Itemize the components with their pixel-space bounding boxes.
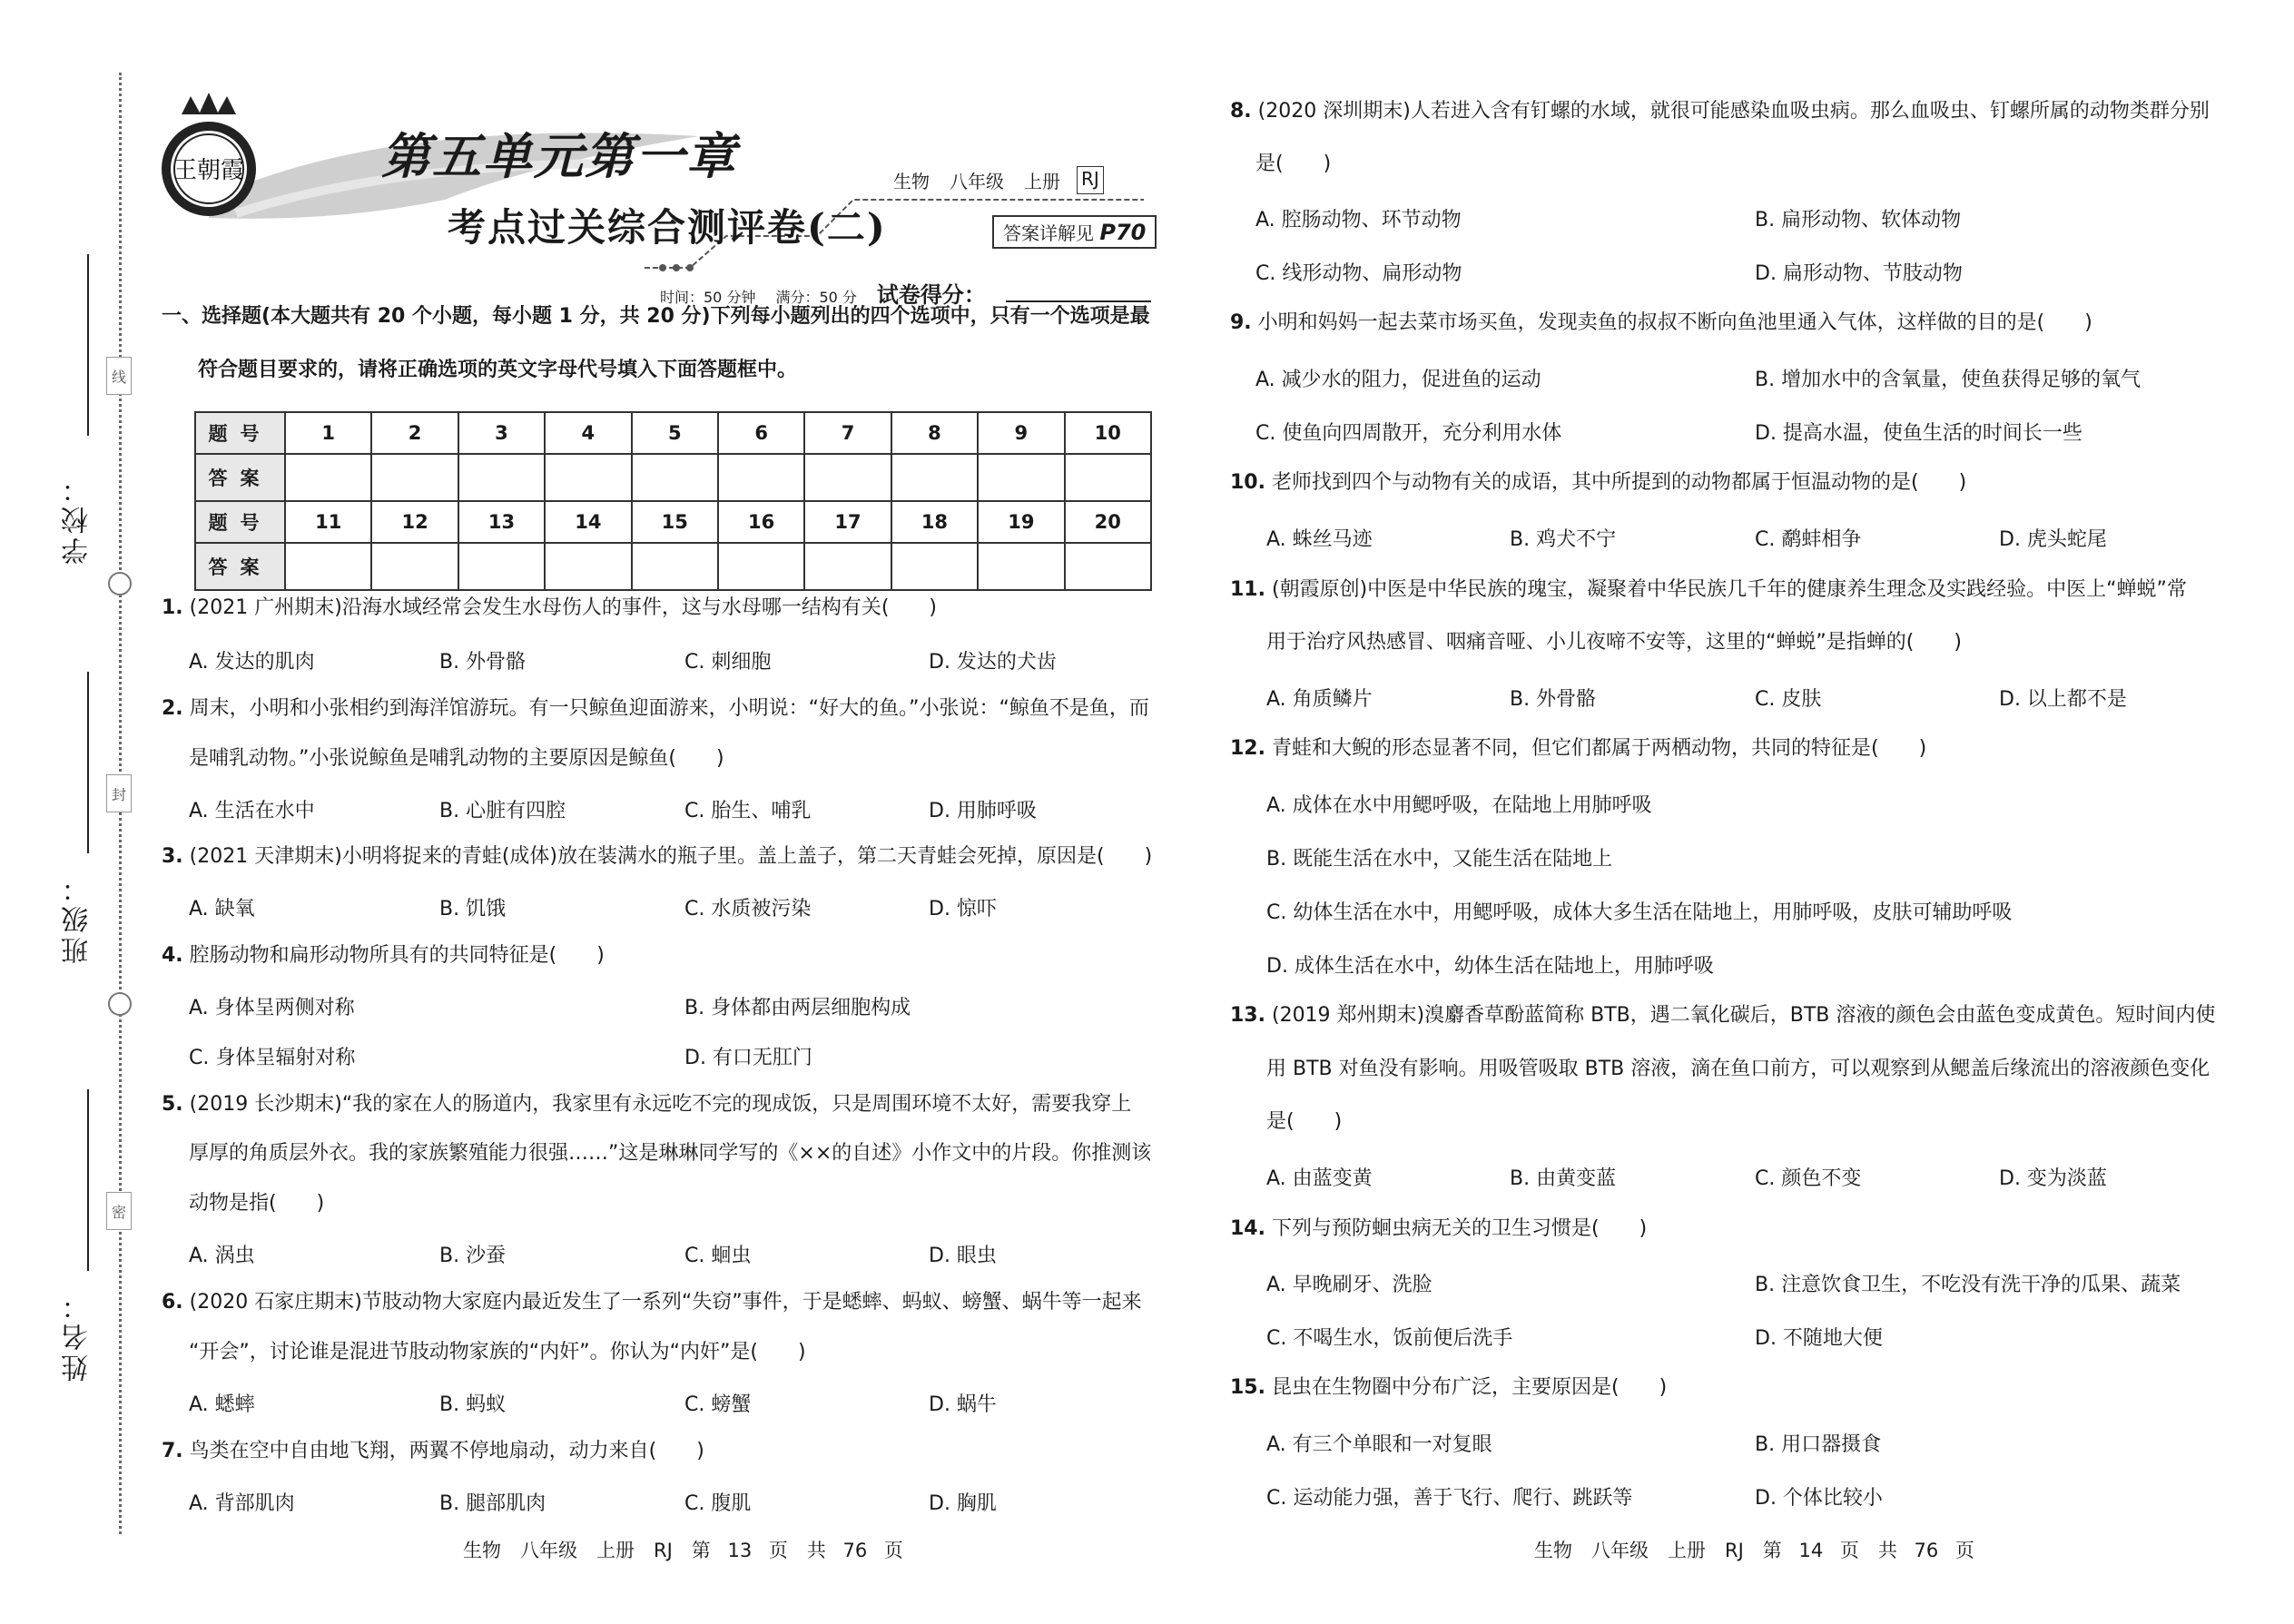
question-2-line2: 是哺乳动物。”小张说鲸鱼是哺乳动物的主要原因是鲸鱼( ) [189,747,724,770]
question-6-line2: “开会”，讨论谁是混进节肢动物家族的“内奸”。你认为“内奸”是( ) [189,1341,806,1363]
option-d[interactable]: D. 不随地大便 [1755,1327,1883,1350]
school-label: 学校： [62,472,94,565]
question-3: 3. (2021 天津期末)小明将捉来的青蛙(成体)放在装满水的瓶子里。盖上盖子，第二天青蛙会死掉，原因是( ) [162,845,1153,868]
exam-full-score: 满分：50 分 [775,289,857,306]
option-a[interactable]: A. 身体呈两侧对称 [189,997,355,1019]
section-instruction-line2: 符合题目要求的，请将正确选项的英文字母代号填入下面答题框中。 [198,359,798,381]
number-header: 题号 [195,412,285,454]
section-instruction-line1: 一、选择题(本大题共有 20 个小题，每小题 1 分，共 20 分)下列每小题列出的四个选项中，只有一个选项是最 [162,305,1150,328]
option-a[interactable]: A. 蟋蟀 [189,1393,255,1416]
answer-cell[interactable] [285,543,371,590]
option-c[interactable]: C. 腹肌 [684,1492,752,1515]
answer-cell[interactable] [371,543,458,590]
subject-tag: RJ [1077,166,1104,194]
answer-cell[interactable] [545,454,631,501]
option-d[interactable]: D. 有口无肛门 [684,1047,812,1069]
question-number: 3 [458,412,545,454]
question-number: 17 [804,501,891,543]
option-a[interactable]: A. 角质鳞片 [1266,688,1373,711]
page-footer-right: 生物 八年级 上册 RJ 第 14 页 共 76 页 [1534,1540,1974,1561]
option-a[interactable]: A. 减少水的阻力，促进鱼的运动 [1255,369,1541,391]
answer-cell[interactable] [285,454,371,501]
unit-title: 第五单元第一章 [381,128,737,185]
question-4: 4. 腔肠动物和扁形动物所具有的共同特征是( ) [162,944,605,967]
question-11: 11. (朝霞原创)中医是中华民族的瑰宝，凝聚着中华民族几千年的健康养生理念及实践经验。中医上“蝉蜕”常 [1230,578,2187,601]
option-b[interactable]: B. 既能生活在水中，又能生活在陆地上 [1266,848,1613,871]
score-label: 试卷得分： [876,282,986,308]
option-a[interactable]: A. 背部肌肉 [189,1492,295,1515]
option-a[interactable]: A. 早晚刷牙、洗脸 [1266,1274,1433,1296]
answer-cell[interactable] [804,543,891,590]
answer-reference-box [992,215,1157,249]
answer-cell[interactable] [371,454,458,501]
school-blank [87,254,89,436]
option-b[interactable]: B. 鸡犬不宁 [1510,528,1617,551]
question-number: 7 [804,412,891,454]
question-8-line2: 是( ) [1255,153,1332,175]
question-1: 1. (2021 广州期末)沿海水域经常会发生水母伤人的事件，这与水母哪一结构有关( ) [162,596,937,619]
question-2: 2. 周末，小明和小张相约到海洋馆游玩。有一只鲸鱼迎面游来，小明说：“好大的鱼。”小张说：“鲸鱼不是鱼，而 [162,697,1149,720]
option-b[interactable]: B. 扁形动物、软体动物 [1755,209,1962,231]
answer-cell[interactable] [1065,543,1151,590]
option-a[interactable]: A. 蛛丝马迹 [1266,528,1373,551]
answer-header: 答案 [195,543,285,590]
question-number: 5 [632,412,718,454]
option-a[interactable]: A. 涡虫 [189,1245,255,1267]
option-a[interactable]: A. 成体在水中用鳃呼吸，在陆地上用肺呼吸 [1266,794,1652,817]
answer-cell[interactable] [718,543,804,590]
brand-name: 王朝霞 [172,157,245,184]
question-8: 8. (2020 深圳期末)人若进入含有钉螺的水域，就很可能感染血吸虫病。那么血吸虫、钉螺所属的动物类群分别 [1230,100,2210,123]
answer-cell[interactable] [632,454,718,501]
option-d[interactable]: D. 变为淡蓝 [1999,1167,2107,1190]
page-footer-left: 生物 八年级 上册 RJ 第 13 页 共 76 页 [463,1540,903,1561]
option-a[interactable]: A. 腔肠动物、环节动物 [1255,209,1462,231]
option-b[interactable]: B. 腿部肌肉 [439,1492,546,1515]
option-b[interactable]: B. 沙蚕 [439,1245,507,1267]
answer-cell[interactable] [891,543,978,590]
question-13: 13. (2019 郑州期末)溴麝香草酚蓝简称 BTB，遇二氧化碳后，BTB 溶液的颜色会由蓝色变成黄色。短时间内使 [1230,1004,2216,1027]
answer-header: 答案 [195,454,285,501]
question-number: 6 [718,412,804,454]
question-number: 20 [1065,501,1151,543]
seal-line-mark: 线 [106,357,132,395]
option-d[interactable]: D. 眼虫 [929,1245,997,1267]
seal-secret-mark: 密 [106,1192,132,1230]
question-5-line2: 厚厚的角质层外衣。我的家族繁殖能力很强……”这是琳琳同学写的《××的自述》小作文中的片段。你推测该 [189,1142,1152,1165]
question-number: 2 [371,412,458,454]
answer-cell[interactable] [891,454,978,501]
question-number: 19 [978,501,1064,543]
question-9: 9. 小明和妈妈一起去菜市场买鱼，发现卖鱼的叔叔不断向鱼池里通入气体，这样做的目的是( ) [1230,311,2092,334]
answer-cell[interactable] [545,543,631,590]
class-blank [87,672,89,853]
question-number: 13 [458,501,545,543]
option-c[interactable]: C. 螃蟹 [684,1393,752,1416]
answer-cell[interactable] [632,543,718,590]
option-c[interactable]: C. 胎生、哺乳 [684,800,812,822]
answer-cell[interactable] [1065,454,1151,501]
question-number: 10 [1065,412,1151,454]
question-7: 7. 鸟类在空中自由地飞翔，两翼不停地扇动，动力来自( ) [162,1440,704,1462]
question-number: 8 [891,412,978,454]
question-number: 12 [371,501,458,543]
option-b[interactable]: B. 外骨骼 [1510,688,1597,711]
subject-tag: 八年级 [950,171,1004,192]
option-a[interactable]: A. 缺氧 [189,898,255,920]
option-d[interactable]: D. 扁形动物、节肢动物 [1755,262,1963,285]
option-b[interactable]: B. 身体都由两层细胞构成 [684,997,911,1019]
option-b[interactable]: B. 由黄变蓝 [1510,1167,1617,1190]
name-blank [87,1089,89,1271]
option-b[interactable]: B. 心脏有四腔 [439,800,566,822]
option-a[interactable]: A. 发达的肌肉 [189,651,315,674]
option-b[interactable]: B. 外骨骼 [439,651,527,674]
question-number: 1 [285,412,371,454]
option-c[interactable]: C. 皮肤 [1755,688,1822,711]
option-d[interactable]: D. 蜗牛 [929,1393,997,1416]
option-a[interactable]: A. 有三个单眼和一对复眼 [1266,1433,1492,1456]
option-c[interactable]: C. 运动能力强，善于飞行、爬行、跳跃等 [1266,1487,1633,1510]
answer-ref-page: P70 [1099,220,1147,245]
answer-cell[interactable] [458,543,545,590]
option-d[interactable]: D. 以上都不是 [1999,688,2127,711]
answer-table [194,411,1152,591]
option-d[interactable]: D. 个体比较小 [1755,1487,1883,1510]
question-10: 10. 老师找到四个与动物有关的成语，其中所提到的动物都属于恒温动物的是( ) [1230,471,1967,494]
answer-ref-prefix: 答案详解见 [1003,222,1094,244]
option-b[interactable]: B. 用口器摄食 [1755,1433,1882,1456]
option-c[interactable]: C. 身体呈辐射对称 [189,1047,356,1069]
question-11-line2: 用于治疗风热感冒、咽痛音哑、小儿夜啼不安等，这里的“蝉蜕”是指蝉的( ) [1266,631,1962,654]
question-number: 16 [718,501,804,543]
question-number: 11 [285,501,371,543]
question-15: 15. 昆虫在生物圈中分布广泛，主要原因是( ) [1230,1376,1668,1399]
number-header: 题号 [195,501,285,543]
option-b[interactable]: B. 饥饿 [439,898,507,920]
option-d[interactable]: D. 提高水温，使鱼生活的时间长一些 [1755,422,2082,445]
option-c[interactable]: C. 幼体生活在水中，用鳃呼吸，成体大多生活在陆地上，用肺呼吸，皮肤可辅助呼吸 [1266,901,2013,924]
question-12: 12. 青蛙和大鲵的形态显著不同，但它们都属于两栖动物，共同的特征是( ) [1230,737,1927,760]
binding-hole [108,992,132,1016]
question-5: 5. (2019 长沙期末)“我的家在人的肠道内，我家里有永远吃不完的现成饭，只是周围环境不太好，需要我穿上 [162,1093,1132,1116]
option-c[interactable]: C. 水质被污染 [684,898,812,920]
question-13-line2: 用 BTB 对鱼没有影响。用吸管吸取 BTB 溶液，滴在鱼口前方，可以观察到从鳃盖后缘流出的溶液颜色变化 [1266,1058,2210,1080]
question-14: 14. 下列与预防蛔虫病无关的卫生习惯是( ) [1230,1217,1648,1240]
question-5-line3: 动物是指( ) [189,1192,325,1215]
question-13-line3: 是( ) [1266,1110,1343,1133]
option-a[interactable]: A. 生活在水中 [189,800,315,822]
question-number: 4 [545,412,631,454]
option-c[interactable]: C. 线形动物、扁形动物 [1255,262,1462,285]
option-d[interactable]: D. 用肺呼吸 [929,800,1037,822]
answer-cell[interactable] [718,454,804,501]
option-d[interactable]: D. 惊吓 [929,898,997,920]
exam-title: 考点过关综合测评卷(二) [448,205,887,250]
answer-cell[interactable] [458,454,545,501]
answer-cell[interactable] [804,454,891,501]
option-c[interactable]: C. 鹬蚌相争 [1755,528,1862,551]
option-c[interactable]: C. 蛔虫 [684,1245,752,1267]
option-d[interactable]: D. 发达的犬齿 [929,651,1057,674]
option-d[interactable]: D. 虎头蛇尾 [1999,528,2107,551]
option-d[interactable]: D. 胸肌 [929,1492,997,1515]
option-a[interactable]: A. 由蓝变黄 [1266,1167,1373,1190]
seal-seal-mark: 封 [106,774,132,812]
question-number: 15 [632,501,718,543]
subject-tag: 上册 [1024,171,1060,192]
answer-cell[interactable] [978,454,1064,501]
option-b[interactable]: B. 蚂蚁 [439,1393,507,1416]
question-6: 6. (2020 石家庄期末)节肢动物大家庭内最近发生了一系列“失窃”事件，于是蟋蟀、蚂蚁、螃蟹、蜗牛等一起来 [162,1291,1142,1314]
exam-time: 时间：50 分钟 [660,289,756,306]
option-c[interactable]: C. 颜色不变 [1755,1167,1862,1190]
score-blank [1006,300,1151,302]
option-c[interactable]: C. 刺细胞 [684,651,772,674]
brand-seal-logo [154,87,263,232]
binding-hole [108,572,132,595]
option-b[interactable]: B. 注意饮食卫生，不吃没有洗干净的瓜果、蔬菜 [1755,1274,2181,1296]
answer-cell[interactable] [978,543,1064,590]
class-label: 班级： [62,871,94,964]
question-number: 9 [978,412,1064,454]
option-b[interactable]: B. 增加水中的含氧量，使鱼获得足够的氧气 [1755,369,2141,391]
subject-tags [890,166,1104,194]
question-number: 18 [891,501,978,543]
subject-tag: 生物 [893,171,930,192]
option-c[interactable]: C. 不喝生水，饭前便后洗手 [1266,1327,1513,1350]
option-c[interactable]: C. 使鱼向四周散开，充分利用水体 [1255,422,1562,445]
name-label: 姓名： [62,1289,94,1382]
option-d[interactable]: D. 成体生活在水中，幼体生活在陆地上，用肺呼吸 [1266,955,1714,978]
question-number: 14 [545,501,631,543]
